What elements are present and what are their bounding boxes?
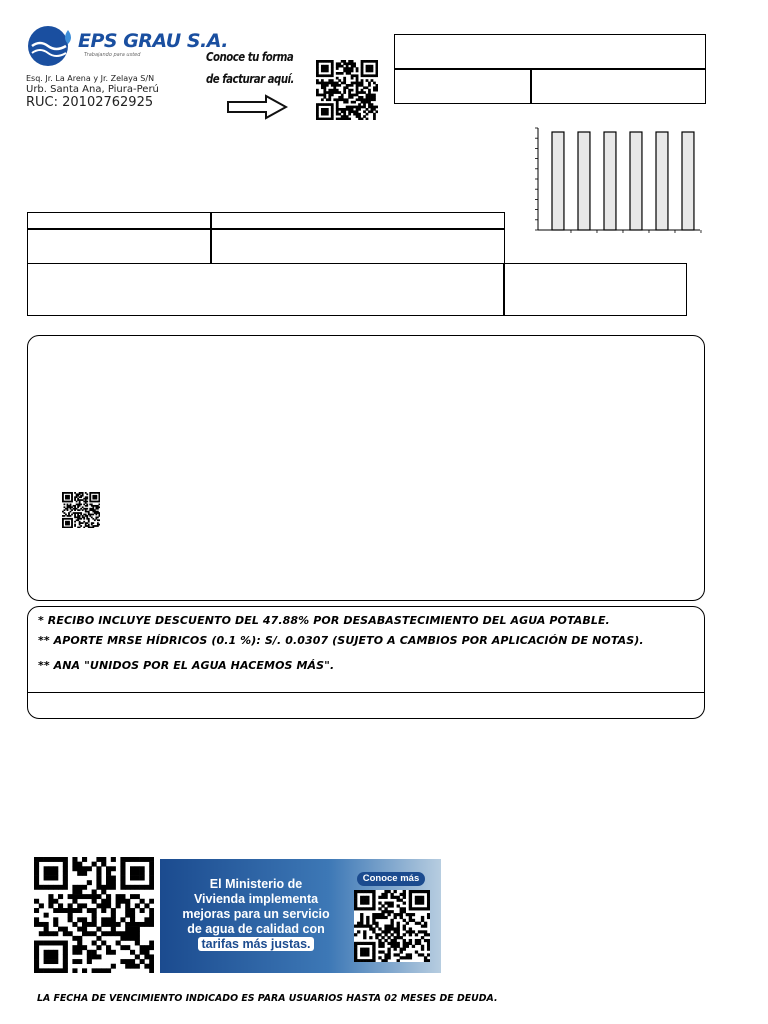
note-discount: * RECIBO INCLUYE DESCUENTO DEL 47.88% POR DESABASTECIMIENTO DEL AGUA POTABLE.	[38, 614, 610, 627]
customer-table-divider	[210, 212, 212, 263]
billing-details-panel	[27, 335, 705, 601]
ruc-number: RUC: 20102762925	[26, 95, 154, 110]
chart-bar	[552, 132, 564, 230]
right-arrow-icon	[226, 94, 288, 120]
banner-line-4: de agua de calidad con	[187, 922, 325, 936]
banner-text	[166, 877, 346, 952]
customer-table-header-line	[27, 228, 505, 230]
chart-bar	[630, 132, 642, 230]
address-line-2: Urb. Santa Ana, Piura-Perú	[26, 84, 159, 95]
qr-code-payment[interactable]	[34, 857, 154, 973]
note-mrse: ** APORTE MRSE HÍDRICOS (0.1 %): S/. 0.0307 (SUJETO A CAMBIOS POR APLICACIÓN DE NOTAS).	[38, 634, 644, 647]
amount-box	[503, 263, 687, 316]
company-logo-icon	[26, 24, 76, 68]
banner-line-2: Vivienda implementa	[193, 892, 319, 906]
consumption-chart	[530, 124, 710, 236]
chart-bar	[682, 132, 694, 230]
brand-name: EPS GRAU S.A.	[78, 30, 228, 52]
promo-line-2: de facturar aquí.	[206, 72, 294, 86]
chart-bar	[578, 132, 590, 230]
notes-divider	[28, 692, 704, 693]
note-ana: ** ANA "UNIDOS POR EL AGUA HACEMOS MÁS".	[38, 659, 335, 672]
address-box	[27, 263, 505, 316]
brand-tagline: Trabajando para usted	[84, 52, 141, 58]
conoce-mas-button[interactable]: Conoce más	[357, 872, 425, 886]
qr-code-banner[interactable]	[354, 890, 430, 962]
chart-bar	[656, 132, 668, 230]
customer-table	[27, 212, 505, 264]
due-date-notice: LA FECHA DE VENCIMIENTO INDICADO ES PARA USUARIOS HASTA 02 MESES DE DEUDA.	[37, 993, 498, 1004]
qr-code-billing[interactable]	[316, 60, 378, 120]
address-line-1: Esq. Jr. La Arena y Jr. Zelaya S/N	[26, 74, 155, 83]
chart-bar	[604, 132, 616, 230]
banner-line-1: El Ministerio de	[209, 877, 303, 891]
banner-line-3: mejoras para un servicio	[182, 907, 330, 921]
qr-code-small[interactable]	[62, 492, 100, 528]
info-box-divider-v	[530, 68, 532, 103]
billing-promo-text	[206, 46, 294, 90]
promo-line-1: Conoce tu forma	[206, 50, 294, 64]
info-box-divider-h	[394, 68, 706, 70]
banner-highlight: tarifas más justas.	[198, 937, 313, 951]
